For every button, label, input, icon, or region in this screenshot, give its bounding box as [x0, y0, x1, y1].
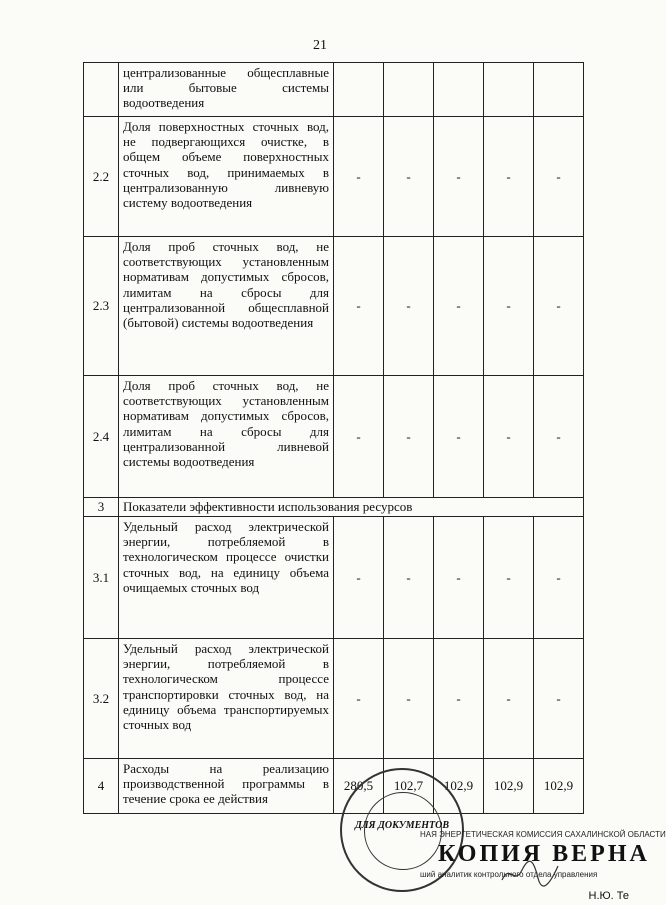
row-description: централизованные общесплавные или бытовые системы водоотведения	[119, 63, 334, 117]
row-description: Удельный расход электрической энергии, потребляемой в технологическом процессе транспортировки сточных вод, на единицу объема транспортируемых сточных вод	[119, 639, 334, 759]
row-value: -	[334, 639, 384, 759]
row-value: 102,9	[434, 759, 484, 814]
row-description: Доля поверхностных сточных вод, не подвергающихся очистке, в общем объеме поверхностных сточных вод, принимаемых в централизованную ливневую систему водоотведения	[119, 117, 334, 237]
row-value: -	[434, 237, 484, 376]
row-value	[484, 63, 534, 117]
row-value: -	[484, 117, 534, 237]
row-number	[84, 63, 119, 117]
row-value: -	[384, 237, 434, 376]
row-value: -	[434, 376, 484, 498]
row-value: 102,7	[384, 759, 434, 814]
row-value: 280,5	[334, 759, 384, 814]
stamp-position: ший аналитик контрольного отдела управления	[420, 870, 598, 879]
row-number: 2.4	[84, 376, 119, 498]
section-row	[84, 498, 584, 517]
row-value	[434, 63, 484, 117]
row-value: -	[384, 117, 434, 237]
table-row	[84, 237, 584, 376]
row-value: -	[334, 117, 384, 237]
row-description: Доля проб сточных вод, не соответствующих установленным нормативам допустимых сбросов, лимитам на сбросы для централизованной общесплавной (бытовой) системы водоотведения	[119, 237, 334, 376]
row-description: Расходы на реализацию производственной программы в течение срока ее действия	[119, 759, 334, 814]
row-value: -	[484, 237, 534, 376]
table-row	[84, 639, 584, 759]
table-row	[84, 376, 584, 498]
signature	[500, 858, 560, 888]
stamp-organization: НАЯ ЭНЕРГЕТИЧЕСКАЯ КОМИССИЯ САХАЛИНСКОЙ ОБЛАСТИ	[420, 830, 666, 839]
section-number: 3	[84, 498, 119, 517]
table-row	[84, 759, 584, 814]
row-value: 102,9	[484, 759, 534, 814]
row-value: -	[534, 117, 584, 237]
row-value: -	[484, 517, 534, 639]
row-value: -	[334, 376, 384, 498]
row-value: -	[484, 376, 534, 498]
row-number: 2.2	[84, 117, 119, 237]
row-number: 3.1	[84, 517, 119, 639]
row-value: -	[534, 639, 584, 759]
row-value	[334, 63, 384, 117]
page-number: 21	[313, 38, 327, 53]
indicators-table	[83, 62, 584, 814]
row-value: -	[434, 117, 484, 237]
row-description: Удельный расход электрической энергии, потребляемой в технологическом процессе очистки сточных вод, на единицу объема очищаемых сточных вод	[119, 517, 334, 639]
row-value: -	[384, 639, 434, 759]
row-value: -	[384, 517, 434, 639]
row-description: Доля проб сточных вод, не соответствующих установленным нормативам допустимых сбросов, лимитам на сбросы для централизованной ливневой системы водоотведения	[119, 376, 334, 498]
stamp-signer-name: Н.Ю. Те	[588, 890, 629, 902]
row-value: -	[434, 639, 484, 759]
row-value: -	[434, 517, 484, 639]
stamp-title: КОПИЯ ВЕРНА	[438, 841, 650, 867]
row-value: 102,9	[534, 759, 584, 814]
row-value: -	[334, 237, 384, 376]
row-value: -	[534, 237, 584, 376]
row-number: 2.3	[84, 237, 119, 376]
table-row	[84, 63, 584, 117]
row-number: 3.2	[84, 639, 119, 759]
table-row	[84, 517, 584, 639]
row-value: -	[384, 376, 434, 498]
row-value: -	[534, 376, 584, 498]
row-value	[384, 63, 434, 117]
row-value: -	[334, 517, 384, 639]
round-seal-text: ДЛЯ ДОКУМЕНТОВ	[354, 820, 450, 831]
row-value: -	[534, 517, 584, 639]
section-title: Показатели эффективности использования ресурсов	[119, 498, 584, 517]
table-row	[84, 117, 584, 237]
row-value	[534, 63, 584, 117]
row-number: 4	[84, 759, 119, 814]
row-value: -	[484, 639, 534, 759]
